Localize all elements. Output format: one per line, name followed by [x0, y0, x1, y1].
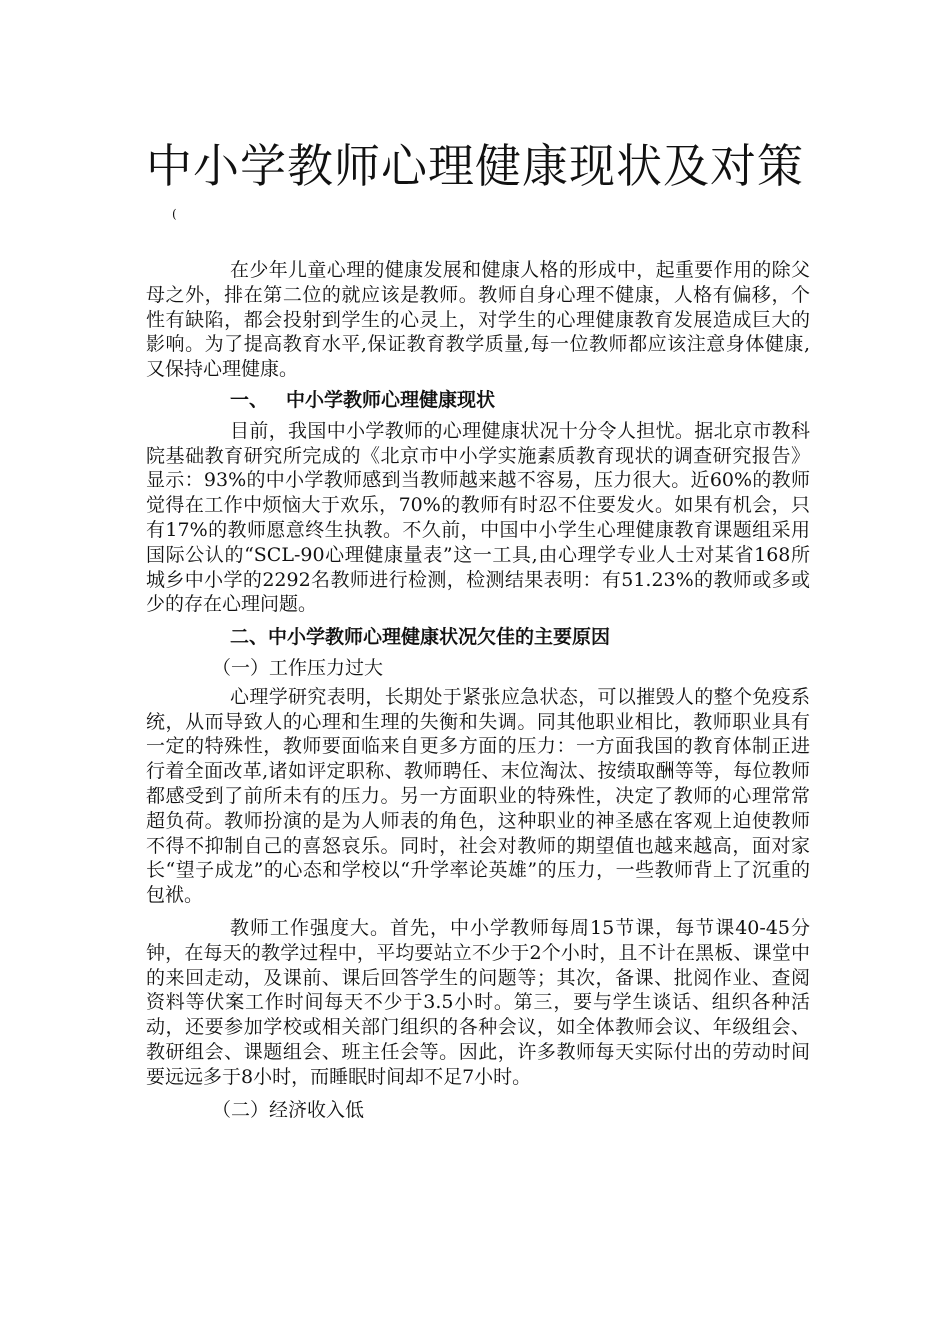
subsection-1-paragraph-2: 教师工作强度大。首先，中小学教师每周15节课，每节课40-45分钟，在每天的教学过程中，平均要站立不少于2个小时，且不计在黑板、课堂中的来回走动，及课前、课后回答学生的问题等；其次，备课、批阅作业、查阅资料等伏案工作时间每天不少于3.5小时。第三，要与学生谈话、组织各种活动，还要参加学校或相关部门组织的各种会议，如全体教师会议、年级组会、教研组会、课题组会、班主任会等。因此，许多教师每天实际付出的劳动时间要远远多于8小时，而睡眠时间却不足7小时。: [146, 916, 810, 1088]
subsection-2-heading: （二）经济收入低: [212, 1098, 365, 1121]
subsection-1-paragraph-1: 心理学研究表明，长期处于紧张应急状态，可以摧毁人的整个免疫系统，从而导致人的心理和生理的失衡和失调。同其他职业相比，教师职业具有一定的特殊性，教师要面临来自更多方面的压力：一方面我国的教育体制正进行着全面改革,诸如评定职称、教师聘任、末位淘汰、按绩取酬等等，每位教师都感受到了前所未有的压力。另一方面职业的特殊性，决定了教师的心理常常超负荷。教师扮演的是为人师表的角色，这种职业的神圣感在客观上迫使教师不得不抑制自己的喜怒哀乐。同时，社会对教师的期望值也越来越高，面对家长“望子成龙”的心态和学校以“升学率论英雄”的压力，一些教师背上了沉重的包袱。: [146, 685, 810, 907]
section-2-heading: 二、中小学教师心理健康状况欠佳的主要原因: [230, 626, 611, 649]
section-1-paragraph: 目前，我国中小学教师的心理健康状况十分令人担忧。据北京市教科院基础教育研究所完成的《北京市中小学实施素质教育现状的调查研究报告》显示：93%的中小学教师感到当教师越来越不容易，压力很大。近60%的教师觉得在工作中烦恼大于欢乐，70%的教师有时忍不住要发火。如果有机会，只有17%的教师愿意终生执教。不久前，中国中小学生心理健康教育课题组采用国际公认的“SCL-90心理健康量表”这一工具,由心理学专业人士对某省168所城乡中小学的2292名教师进行检测，检测结果表明：有51.23%的教师或多或少的存在心理问题。: [146, 419, 810, 616]
document-title: 中小学教师心理健康现状及对策: [146, 139, 804, 193]
section-1-number: 一、: [230, 388, 269, 411]
section-1-title: 中小学教师心理健康现状: [286, 388, 496, 411]
intro-paragraph: 在少年儿童心理的健康发展和健康人格的形成中，起重要作用的除父母之外，排在第二位的就应该是教师。教师自身心理不健康，人格有偏移，个性有缺陷，都会投射到学生的心灵上，对学生的心理健康教育发展造成巨大的影响。为了提高教育水平,保证教育教学质量,每一位教师都应该注意身体健康,又保持心理健康。: [146, 259, 810, 381]
subtitle-mark: (: [172, 207, 177, 221]
document-page: [146, 128, 810, 1126]
subsection-1-heading: （一）工作压力过大: [212, 656, 384, 679]
section-1-heading: [146, 388, 810, 413]
